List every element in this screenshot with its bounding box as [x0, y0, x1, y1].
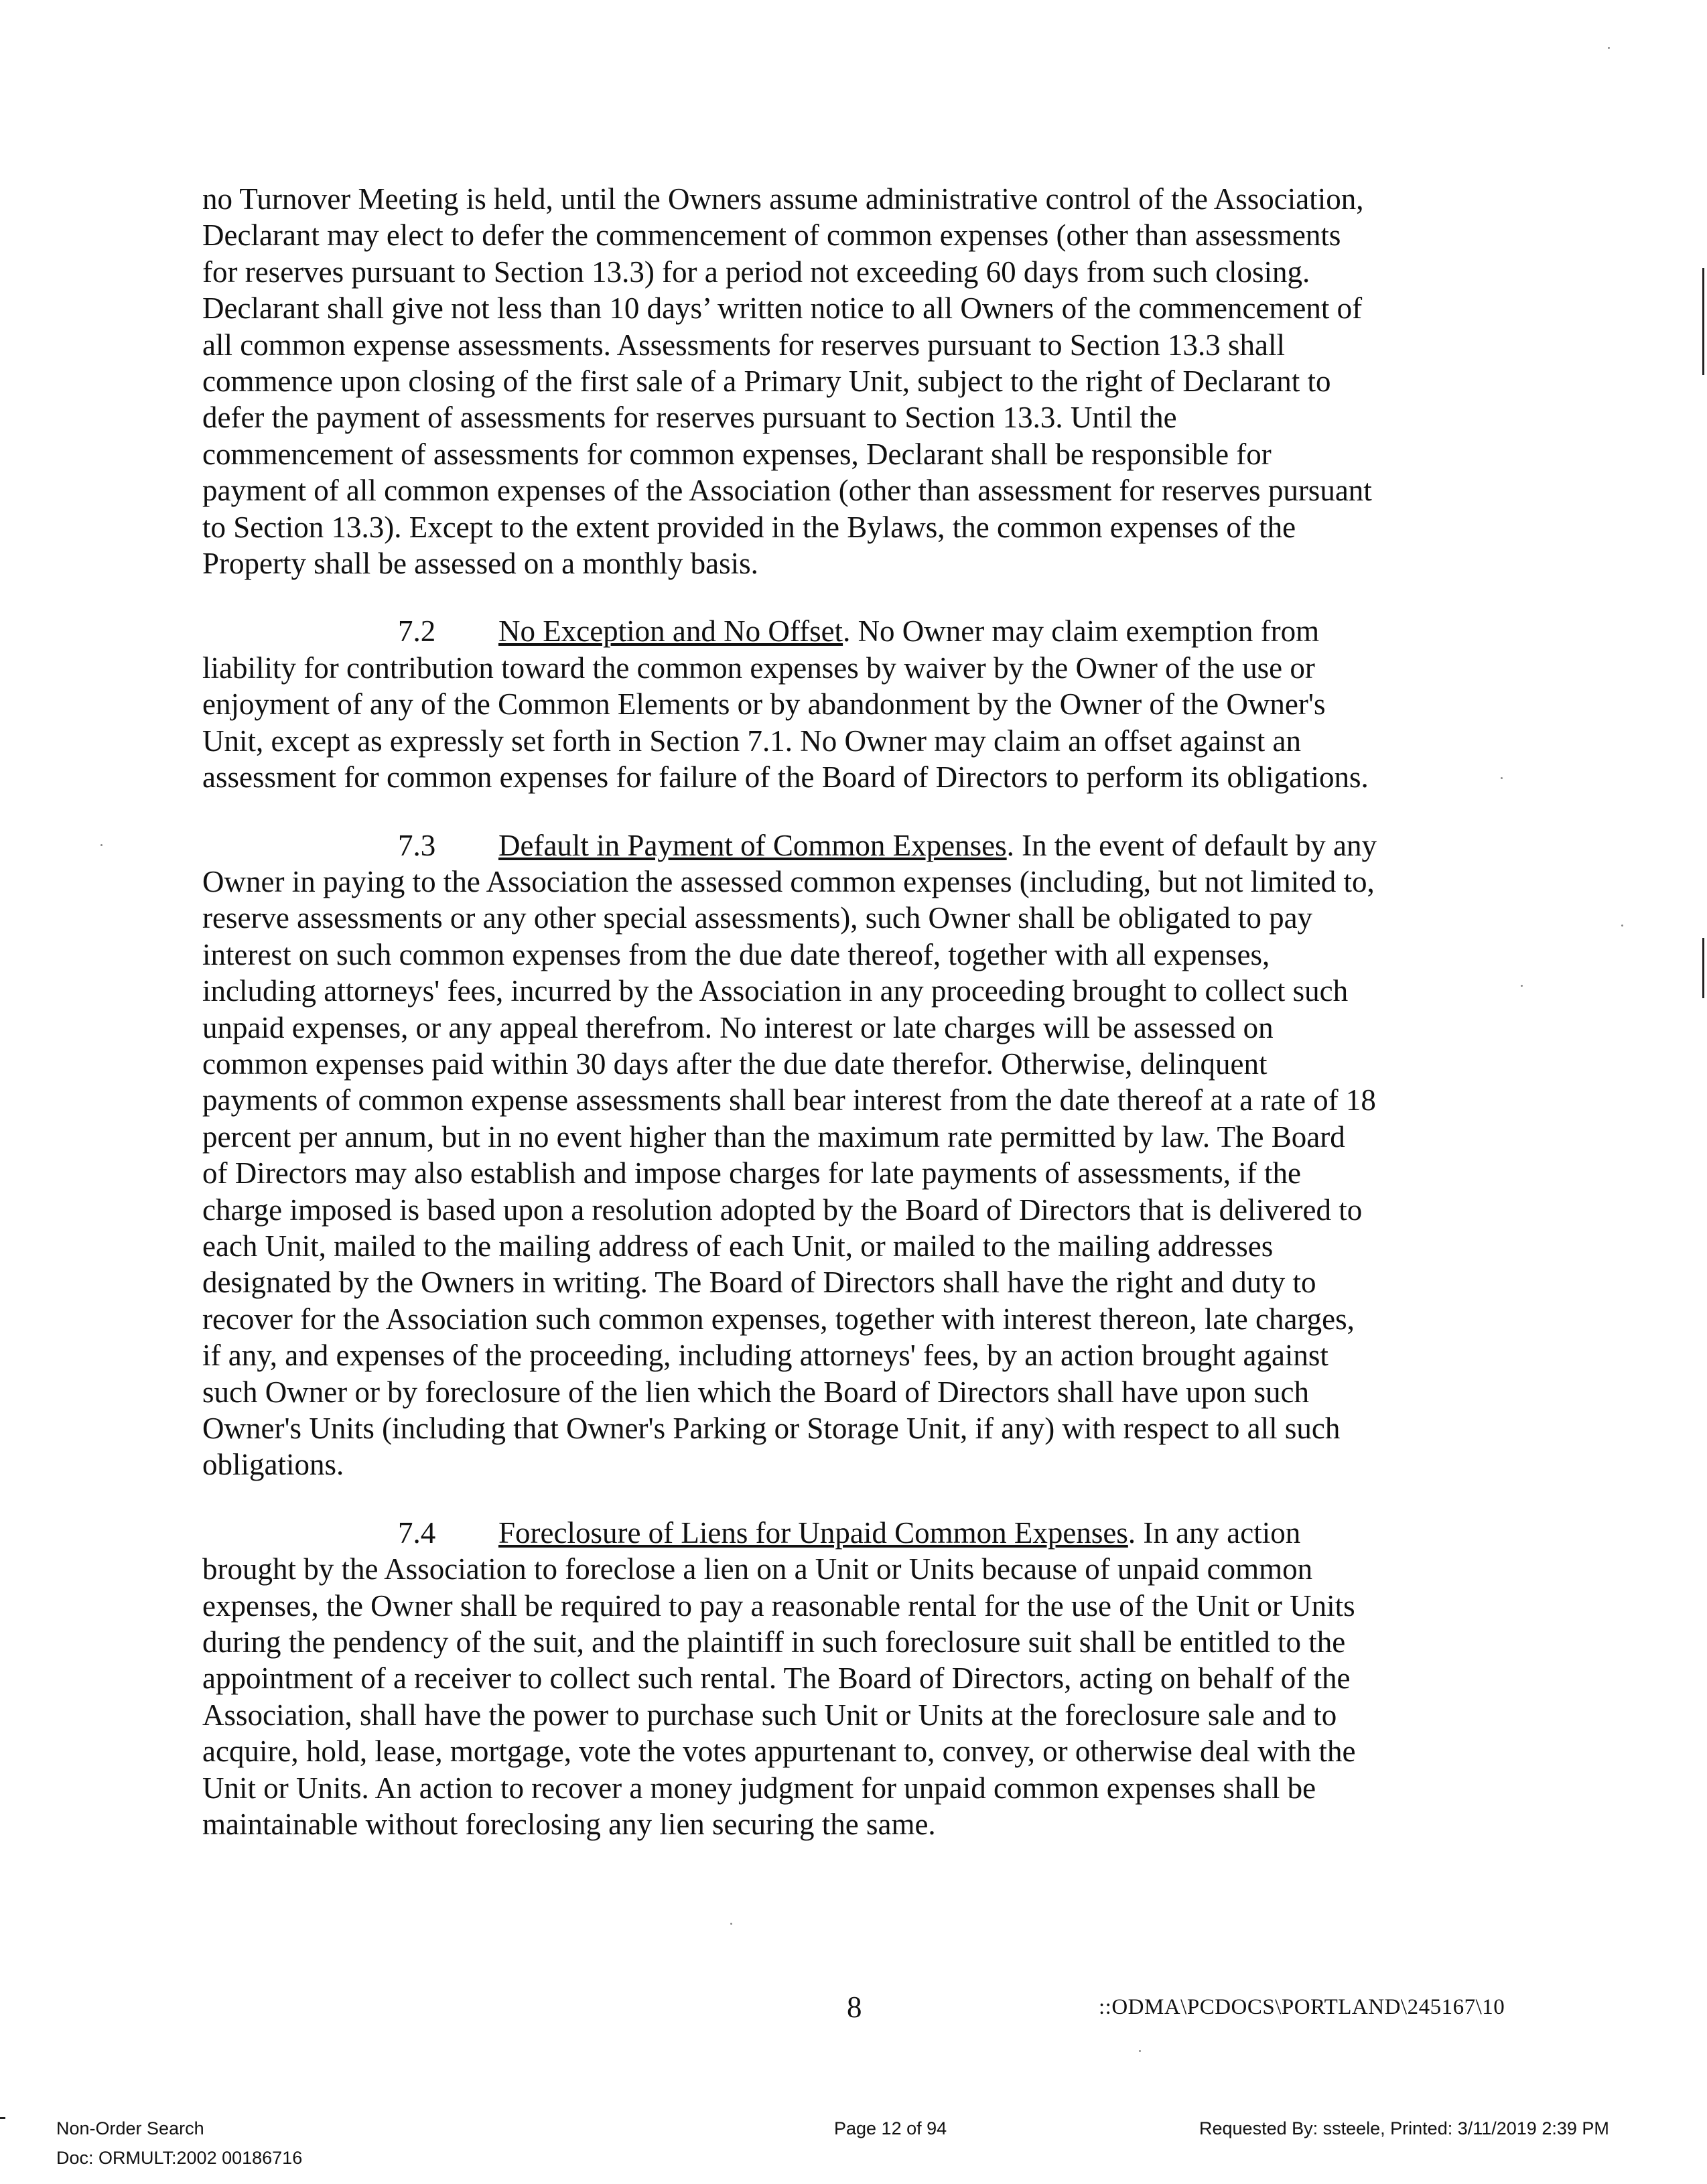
text-line: maintainable without foreclosing any lien securing the same. — [202, 1807, 936, 1842]
scan-speck — [1501, 777, 1503, 779]
text-line: assessment for common expenses for failure of the Board of Directors to perform its obligations. — [202, 760, 1369, 795]
text-line: expenses, the Owner shall be required to pay a reasonable rental for the use of the Unit or Units — [202, 1588, 1355, 1623]
text-line: designated by the Owners in writing. The Board of Directors shall have the right and duty to — [202, 1266, 1316, 1300]
section-first-line-text: . In any action — [1128, 1515, 1301, 1550]
section-heading: No Exception and No Offset — [498, 614, 843, 649]
text-line: enjoyment of any of the Common Elements or by abandonment by the Owner of the Owner's — [202, 687, 1326, 722]
scan-edge-mark — [0, 2117, 5, 2119]
text-line: appointment of a receiver to collect such rental. The Board of Directors, acting on behalf of the — [202, 1661, 1351, 1696]
text-line: unpaid expenses, or any appeal therefrom. No interest or late charges will be assessed on — [202, 1010, 1274, 1044]
text-line: Declarant shall give not less than 10 days’ written notice to all Owners of the commencement of — [202, 291, 1363, 326]
scan-edge-mark — [1702, 938, 1704, 998]
text-line: payment of all common expenses of the Association (other than assessment for reserves pursuant — [202, 474, 1372, 508]
text-line: each Unit, mailed to the mailing address of each Unit, or mailed to the mailing addresses — [202, 1229, 1274, 1263]
text-line: such Owner or by foreclosure of the lien which the Board of Directors shall have upon such — [202, 1375, 1310, 1409]
text-line: liability for contribution toward the common expenses by waiver by the Owner of the use or — [202, 651, 1315, 685]
text-line: recover for the Association such common expenses, together with interest thereon, late charges, — [202, 1302, 1355, 1336]
document-path: ::ODMA\PCDOCS\PORTLAND\245167\10 — [1099, 1995, 1505, 2019]
text-line: no Turnover Meeting is held, until the Owners assume administrative control of the Association, — [202, 182, 1364, 216]
text-line: defer the payment of assessments for reserves pursuant to Section 13.3. Until the — [202, 401, 1177, 435]
text-line: during the pendency of the suit, and the plaintiff in such foreclosure suit shall be entitled to the — [202, 1625, 1346, 1659]
text-line: reserve assessments or any other special assessments), such Owner shall be obligated to pay — [202, 901, 1313, 935]
paragraph-continuation — [202, 181, 1515, 582]
text-line: including attorneys' fees, incurred by the Association in any proceeding brought to collect such — [202, 974, 1349, 1008]
section-first-line — [202, 613, 1515, 649]
document-body — [202, 181, 1515, 1874]
scan-speck — [1608, 47, 1610, 49]
scan-speck — [730, 1923, 732, 1925]
page-number: 8 — [847, 1990, 862, 2024]
text-line: obligations. — [202, 1448, 344, 1482]
section-number: 7.2 — [398, 614, 436, 649]
section-7-3 — [202, 827, 1515, 1483]
text-line: Association, shall have the power to purchase such Unit or Units at the foreclosure sale and to — [202, 1698, 1337, 1732]
section-first-line — [202, 827, 1515, 864]
text-line: Unit, except as expressly set forth in Section 7.1. No Owner may claim an offset against an — [202, 724, 1301, 758]
scan-speck — [100, 844, 103, 846]
text-line: Property shall be assessed on a monthly basis. — [202, 547, 758, 581]
text-line: payments of common expense assessments shall bear interest from the date thereof at a rate of 18 — [202, 1083, 1376, 1117]
text-line: commencement of assessments for common expenses, Declarant shall be responsible for — [202, 437, 1272, 471]
section-number: 7.4 — [398, 1515, 436, 1550]
text-line: common expenses paid within 30 days after the due date therefor. Otherwise, delinquent — [202, 1046, 1268, 1081]
text-line: to Section 13.3). Except to the extent provided in the Bylaws, the common expenses of the — [202, 510, 1296, 544]
text-line: acquire, hold, lease, mortgage, vote the votes appurtenant to, convey, or otherwise deal with the — [202, 1734, 1356, 1769]
section-heading: Foreclosure of Liens for Unpaid Common Expenses — [498, 1515, 1128, 1550]
text-line: brought by the Association to foreclose a lien on a Unit or Units because of unpaid common — [202, 1552, 1313, 1586]
section-number: 7.3 — [398, 828, 436, 862]
text-line: interest on such common expenses from the due date thereof, together with all expenses, — [202, 937, 1270, 971]
scan-speck — [1521, 985, 1523, 987]
text-line: for reserves pursuant to Section 13.3) for a period not exceeding 60 days from such closing. — [202, 255, 1310, 289]
text-line: commence upon closing of the first sale of a Primary Unit, subject to the right of Declarant to — [202, 364, 1331, 399]
footer-requested-by: Requested By: ssteele, Printed: 3/11/2019 2:39 PM — [1199, 2118, 1609, 2138]
scan-speck — [1621, 925, 1623, 927]
text-line: all common expense assessments. Assessments for reserves pursuant to Section 13.3 shall — [202, 328, 1285, 362]
scan-speck — [1139, 2050, 1141, 2052]
section-7-2 — [202, 613, 1515, 795]
section-7-4 — [202, 1515, 1515, 1843]
section-first-line-text: . In the event of default by any — [1006, 828, 1377, 862]
text-line: Owner in paying to the Association the assessed common expenses (including, but not limited to, — [202, 864, 1375, 898]
footer-page-of: Page 12 of 94 — [834, 2118, 947, 2138]
text-line: of Directors may also establish and impose charges for late payments of assessments, if the — [202, 1156, 1301, 1190]
text-line: charge imposed is based upon a resolution adopted by the Board of Directors that is delivered to — [202, 1192, 1363, 1227]
text-line: percent per annum, but in no event higher than the maximum rate permitted by law. The Board — [202, 1119, 1345, 1154]
text-line: Declarant may elect to defer the commencement of common expenses (other than assessments — [202, 218, 1341, 253]
footer-search-type: Non-Order Search — [56, 2118, 204, 2138]
section-first-line — [202, 1515, 1515, 1551]
text-line: if any, and expenses of the proceeding, including attorneys' fees, by an action brought against — [202, 1339, 1328, 1373]
section-first-line-text: . No Owner may claim exemption from — [843, 614, 1320, 649]
footer-doc-id: Doc: ORMULT:2002 00186716 — [56, 2148, 303, 2168]
scan-edge-mark — [1702, 268, 1704, 375]
text-line: Owner's Units (including that Owner's Parking or Storage Unit, if any) with respect to all such — [202, 1412, 1341, 1445]
text-line: Unit or Units. An action to recover a money judgment for unpaid common expenses shall be — [202, 1771, 1316, 1805]
section-heading: Default in Payment of Common Expenses — [498, 828, 1007, 862]
